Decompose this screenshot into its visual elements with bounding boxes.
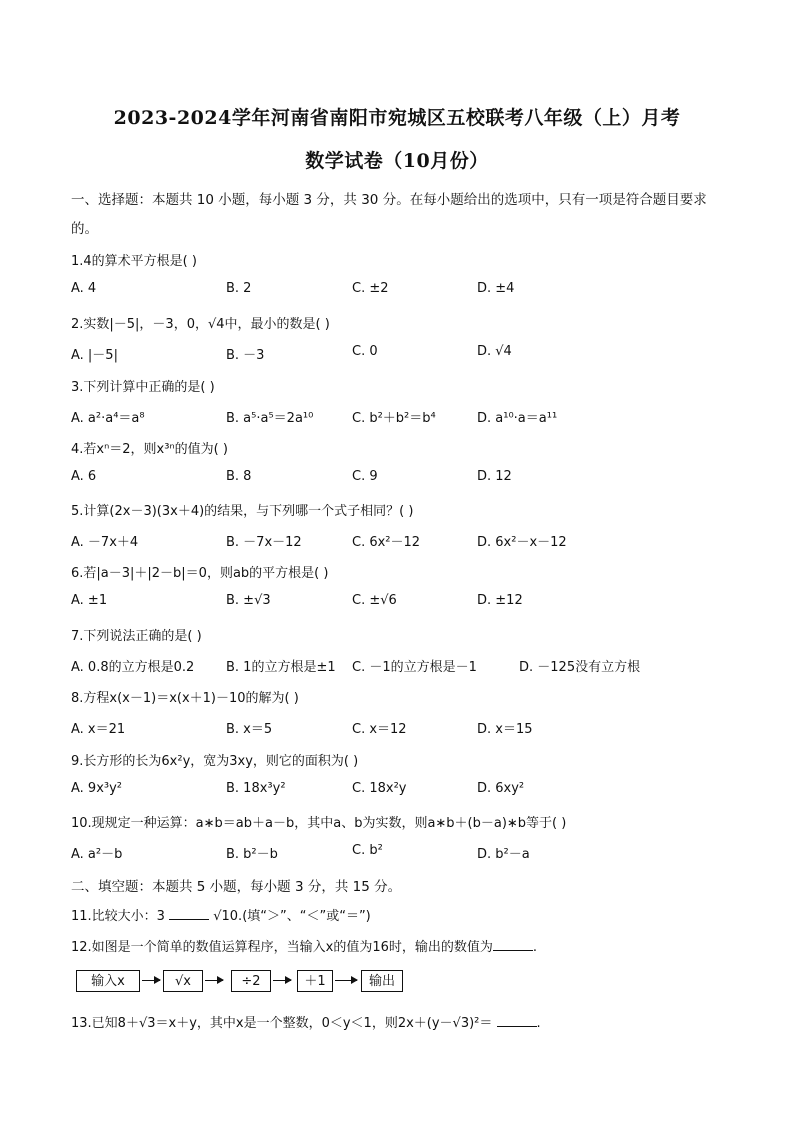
arrow-icon <box>273 980 291 981</box>
answer-option[interactable]: C. 0 <box>352 344 378 359</box>
question-stem: 4.若xⁿ＝2，则x³ⁿ的值为( ) <box>71 442 228 457</box>
section1-instructions-cont: 的。 <box>71 221 98 237</box>
arrow-icon <box>142 980 160 981</box>
answer-option[interactable]: D. a¹⁰·a＝a¹¹ <box>477 411 558 426</box>
question-11-prefix: 11.比较大小：3 <box>71 909 165 924</box>
answer-option[interactable]: C. ±2 <box>352 281 389 296</box>
flow-step-add: ＋1 <box>297 970 333 992</box>
answer-option[interactable]: B. 2 <box>226 281 252 296</box>
section1-instructions: 一、选择题：本题共 10 小题，每小题 3 分，共 30 分。在每小题给出的选项中，只有一项是符合题目要求 <box>71 192 707 208</box>
answer-option[interactable]: D. 6x²－x－12 <box>477 535 567 550</box>
question-11-suffix: √10.(填“＞”、“＜”或“＝”) <box>213 909 371 924</box>
answer-option[interactable]: B. －3 <box>226 348 265 363</box>
answer-option[interactable]: A. 6 <box>71 469 97 484</box>
answer-option[interactable]: B. －7x－12 <box>226 535 302 550</box>
answer-option[interactable]: A. 0.8的立方根是0.2 <box>71 660 195 675</box>
question-stem: 1.4的算术平方根是( ) <box>71 254 197 269</box>
answer-option[interactable]: B. 18x³y² <box>226 781 286 796</box>
answer-blank[interactable] <box>497 1013 537 1027</box>
exam-title-line2: 数学试卷（10月份） <box>305 150 489 172</box>
answer-option[interactable]: B. 8 <box>226 469 252 484</box>
answer-option[interactable]: B. x＝5 <box>226 722 273 737</box>
question-stem: 5.计算(2x－3)(3x＋4)的结果，与下列哪一个式子相同？( ) <box>71 504 414 519</box>
answer-option[interactable]: C. b² <box>352 843 383 858</box>
flow-step-sqrt: √x <box>163 970 203 992</box>
answer-option[interactable]: A. |－5| <box>71 348 118 363</box>
answer-option[interactable]: A. a²－b <box>71 847 123 862</box>
answer-option[interactable]: A. ±1 <box>71 593 108 608</box>
flow-step-output: 输出 <box>361 970 403 992</box>
question-stem: 6.若|a－3|＋|2－b|＝0，则ab的平方根是( ) <box>71 566 329 581</box>
answer-option[interactable]: C. x＝12 <box>352 722 407 737</box>
question-13-period: . <box>536 1016 541 1031</box>
answer-option[interactable]: D. ±4 <box>477 281 515 296</box>
answer-option[interactable]: C. 18x²y <box>352 781 407 796</box>
answer-option[interactable]: C. －1的立方根是－1 <box>352 660 477 675</box>
question-stem: 7.下列说法正确的是( ) <box>71 629 202 644</box>
exam-title-line1: 2023-2024学年河南省南阳市宛城区五校联考八年级（上）月考 <box>113 107 681 129</box>
answer-option[interactable]: C. 6x²－12 <box>352 535 421 550</box>
answer-blank[interactable] <box>169 906 209 920</box>
question-11 <box>71 905 371 924</box>
section2-instructions: 二、填空题：本题共 5 小题，每小题 3 分，共 15 分。 <box>71 879 402 895</box>
answer-option[interactable]: D. √4 <box>477 344 512 359</box>
question-13-text: 13.已知8＋√3＝x＋y，其中x是一个整数，0＜y＜1，则2x＋(y－√3)²＝ <box>71 1016 493 1031</box>
answer-option[interactable]: A. a²·a⁴＝a⁸ <box>71 411 145 426</box>
question-stem: 9.长方形的长为6x²y，宽为3xy，则它的面积为( ) <box>71 754 359 769</box>
answer-option[interactable]: A. x＝21 <box>71 722 126 737</box>
question-13 <box>71 1012 541 1031</box>
question-12-period: . <box>532 940 538 955</box>
arrow-icon <box>335 980 357 981</box>
answer-option[interactable]: A. 9x³y² <box>71 781 123 796</box>
answer-option[interactable]: C. ±√6 <box>352 593 397 608</box>
answer-option[interactable]: B. ±√3 <box>226 593 271 608</box>
answer-option[interactable]: C. 9 <box>352 469 378 484</box>
question-stem: 2.实数|－5|，－3，0，√4中，最小的数是( ) <box>71 317 330 332</box>
answer-option[interactable]: D. 6xy² <box>477 781 525 796</box>
question-stem: 10.现规定一种运算：a∗b＝ab＋a－b，其中a、b为实数，则a∗b＋(b－a)∗b等于( ) <box>71 816 567 831</box>
answer-option[interactable]: A. 4 <box>71 281 97 296</box>
answer-blank[interactable] <box>493 937 533 951</box>
answer-option[interactable]: D. －125没有立方根 <box>519 660 641 675</box>
answer-option[interactable]: C. b²＋b²＝b⁴ <box>352 411 436 426</box>
arrow-icon <box>205 980 223 981</box>
flow-step-input: 输入x <box>76 970 140 992</box>
answer-option[interactable]: B. 1的立方根是±1 <box>226 660 336 675</box>
answer-option[interactable]: A. －7x＋4 <box>71 535 139 550</box>
flow-step-divide: ÷2 <box>231 970 271 992</box>
answer-option[interactable]: D. 12 <box>477 469 512 484</box>
answer-option[interactable]: B. b²－b <box>226 847 278 862</box>
question-12-text: 12.如图是一个简单的数值运算程序，当输入x的值为16时，输出的数值为 <box>71 940 493 955</box>
answer-option[interactable]: B. a⁵·a⁵＝2a¹⁰ <box>226 411 314 426</box>
answer-option[interactable]: D. x＝15 <box>477 722 533 737</box>
question-12 <box>71 936 537 955</box>
question-stem: 3.下列计算中正确的是( ) <box>71 380 215 395</box>
question-stem: 8.方程x(x－1)＝x(x＋1)－10的解为( ) <box>71 691 299 706</box>
answer-option[interactable]: D. b²－a <box>477 847 530 862</box>
flowchart <box>76 970 406 996</box>
answer-option[interactable]: D. ±12 <box>477 593 523 608</box>
